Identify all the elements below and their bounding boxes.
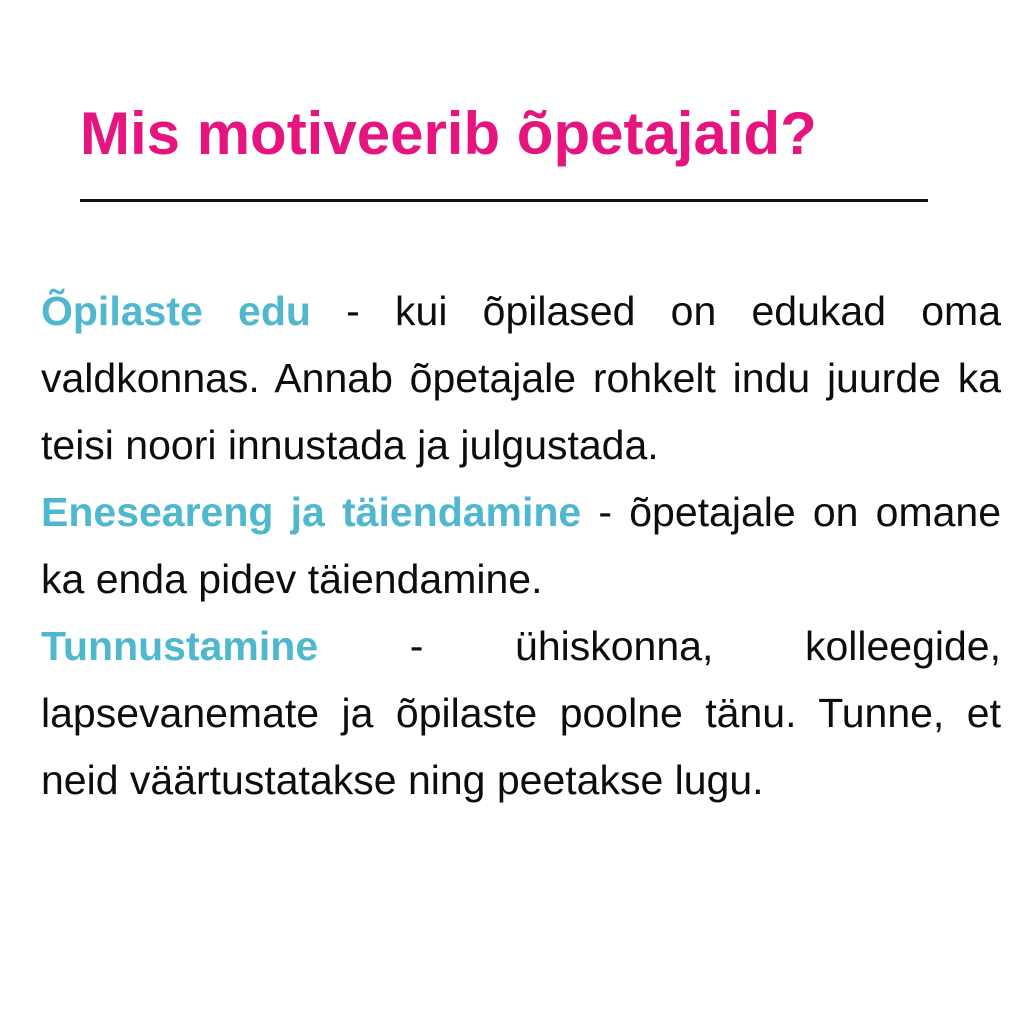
section-self-development: [41, 479, 1001, 613]
section-text: - õpetajale on omane ka enda pidev täiendamine.: [41, 489, 1001, 602]
page-title: Mis motiveerib õpetajaid?: [80, 100, 817, 167]
section-text: - kui õpilased on edukad oma valdkonnas. Annab õpetajale rohkelt indu juurde ka teisi noori innustada ja julgustada.: [41, 288, 1001, 468]
motivation-list: [41, 278, 1001, 814]
section-term: Eneseareng ja täiendamine: [41, 489, 582, 535]
section-student-success: [41, 278, 1001, 479]
section-recognition: [41, 613, 1001, 814]
section-term: Tunnustamine: [41, 623, 319, 669]
section-term: Õpilaste edu: [41, 288, 311, 334]
section-text: - ühiskonna, kolleegide, lapsevanemate ja õpilaste poolne tänu. Tunne, et neid väärtustatakse ning peetakse lugu.: [41, 623, 1001, 803]
title-divider: [80, 199, 928, 202]
